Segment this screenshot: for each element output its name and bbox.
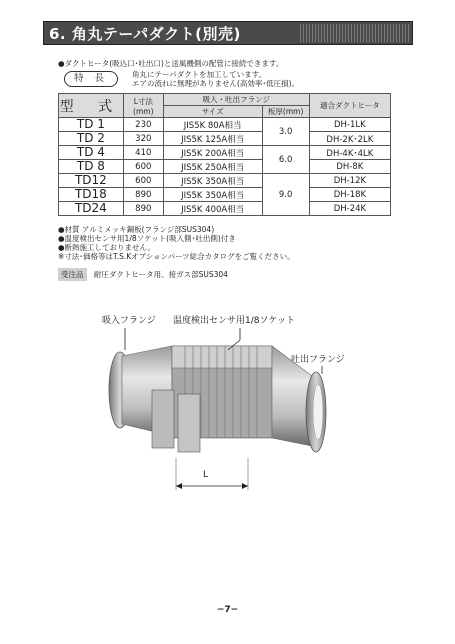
header-model: 型 式 (59, 94, 124, 118)
cell-heater: DH-24K (309, 202, 390, 216)
header-length (123, 94, 163, 118)
cell-length: 320 (123, 132, 163, 146)
cell-size: JIS5K 200A相当 (163, 146, 262, 160)
cell-size: JIS5K 80A相当 (163, 118, 262, 132)
cell-model: TD 4 (59, 146, 124, 160)
page-number: −7− (216, 605, 239, 615)
header-length-unit: (mm) (133, 106, 154, 116)
cell-model: TD 1 (59, 118, 124, 132)
note-line: ※寸法･価格等はT.S.Kオプションパーツ総合カタログをご覧ください。 (58, 252, 295, 261)
cell-thickness: 9.0 (262, 174, 309, 216)
cell-length: 410 (123, 146, 163, 160)
table-row (59, 188, 391, 202)
cell-model: TD 8 (59, 160, 124, 174)
table-row (59, 146, 391, 160)
table-row (59, 174, 391, 188)
header-length-label: L寸法 (133, 96, 153, 106)
header-heater: 適合ダクトヒータ (309, 94, 390, 118)
cell-length: 230 (123, 118, 163, 132)
cell-model: TD18 (59, 188, 124, 202)
cell-length: 600 (123, 174, 163, 188)
title-decoration (300, 24, 410, 42)
table-row (59, 160, 391, 174)
cell-heater: DH-12K (309, 174, 390, 188)
table-row (59, 202, 391, 216)
terminal-box-shape (178, 394, 200, 452)
note-line: ●材質 アルミメッキ鋼板(フランジ部SUS304) (58, 225, 215, 234)
table-row (59, 118, 391, 132)
inlet-flange-label: 吸入フランジ (102, 316, 156, 326)
cell-size: JIS5K 250A相当 (163, 160, 262, 174)
header-thickness: 板厚(mm) (262, 106, 309, 118)
cell-heater: DH-8K (309, 160, 390, 174)
order-row (58, 268, 228, 281)
length-label: L (203, 470, 209, 480)
cell-thickness: 3.0 (262, 118, 309, 146)
note-line: ●温度検出センサ用1/8ソケット(吸入側･吐出側)付き (58, 234, 236, 243)
notes (58, 225, 295, 261)
cell-model: TD 2 (59, 132, 124, 146)
cell-thickness: 6.0 (262, 146, 309, 174)
cell-heater: DH-2K･2LK (309, 132, 390, 146)
header-size: サイズ (163, 106, 262, 118)
order-text: 耐圧ダクトヒータ用、接ガス部SUS304 (93, 270, 228, 279)
sensor-socket-label: 温度検出センサ用1/8ソケット (173, 316, 295, 326)
feature-badge: 特 長 (64, 71, 118, 87)
order-badge: 受注品 (58, 268, 87, 281)
cell-length: 890 (123, 188, 163, 202)
cell-length: 890 (123, 202, 163, 216)
cell-length: 600 (123, 160, 163, 174)
cell-heater: DH-18K (309, 188, 390, 202)
cell-model: TD24 (59, 202, 124, 216)
outlet-flange-label: 吐出フランジ (291, 355, 345, 365)
cell-size: JIS5K 400A相当 (163, 202, 262, 216)
table-header-row (59, 94, 391, 106)
cell-size: JIS5K 125A相当 (163, 132, 262, 146)
cell-size: JIS5K 350A相当 (163, 188, 262, 202)
feature-line: 角丸にテーパダクトを加工しています。 (132, 70, 267, 79)
cell-model: TD12 (59, 174, 124, 188)
section-title: 6. 角丸テーパダクト(別売) (49, 25, 241, 43)
section-title-bar (43, 21, 413, 45)
note-line: ●断熱施工しておりません。 (58, 243, 155, 252)
cell-heater: DH-4K･4LK (309, 146, 390, 160)
terminal-box-shape (152, 390, 174, 448)
cell-size: JIS5K 350A相当 (163, 174, 262, 188)
tapered-duct-illustration (90, 318, 350, 508)
cell-heater: DH-1LK (309, 118, 390, 132)
header-flange: 吸入・吐出フランジ (163, 94, 309, 106)
spec-table (58, 93, 391, 216)
table-row (59, 132, 391, 146)
feature-text (132, 70, 299, 88)
intro-text: ●ダクトヒータ(吸込口･吐出口)と送風機側の配管に接続できます。 (58, 59, 284, 68)
feature-line: エアの流れに無理がありません(高効率･低圧損)。 (132, 79, 300, 88)
